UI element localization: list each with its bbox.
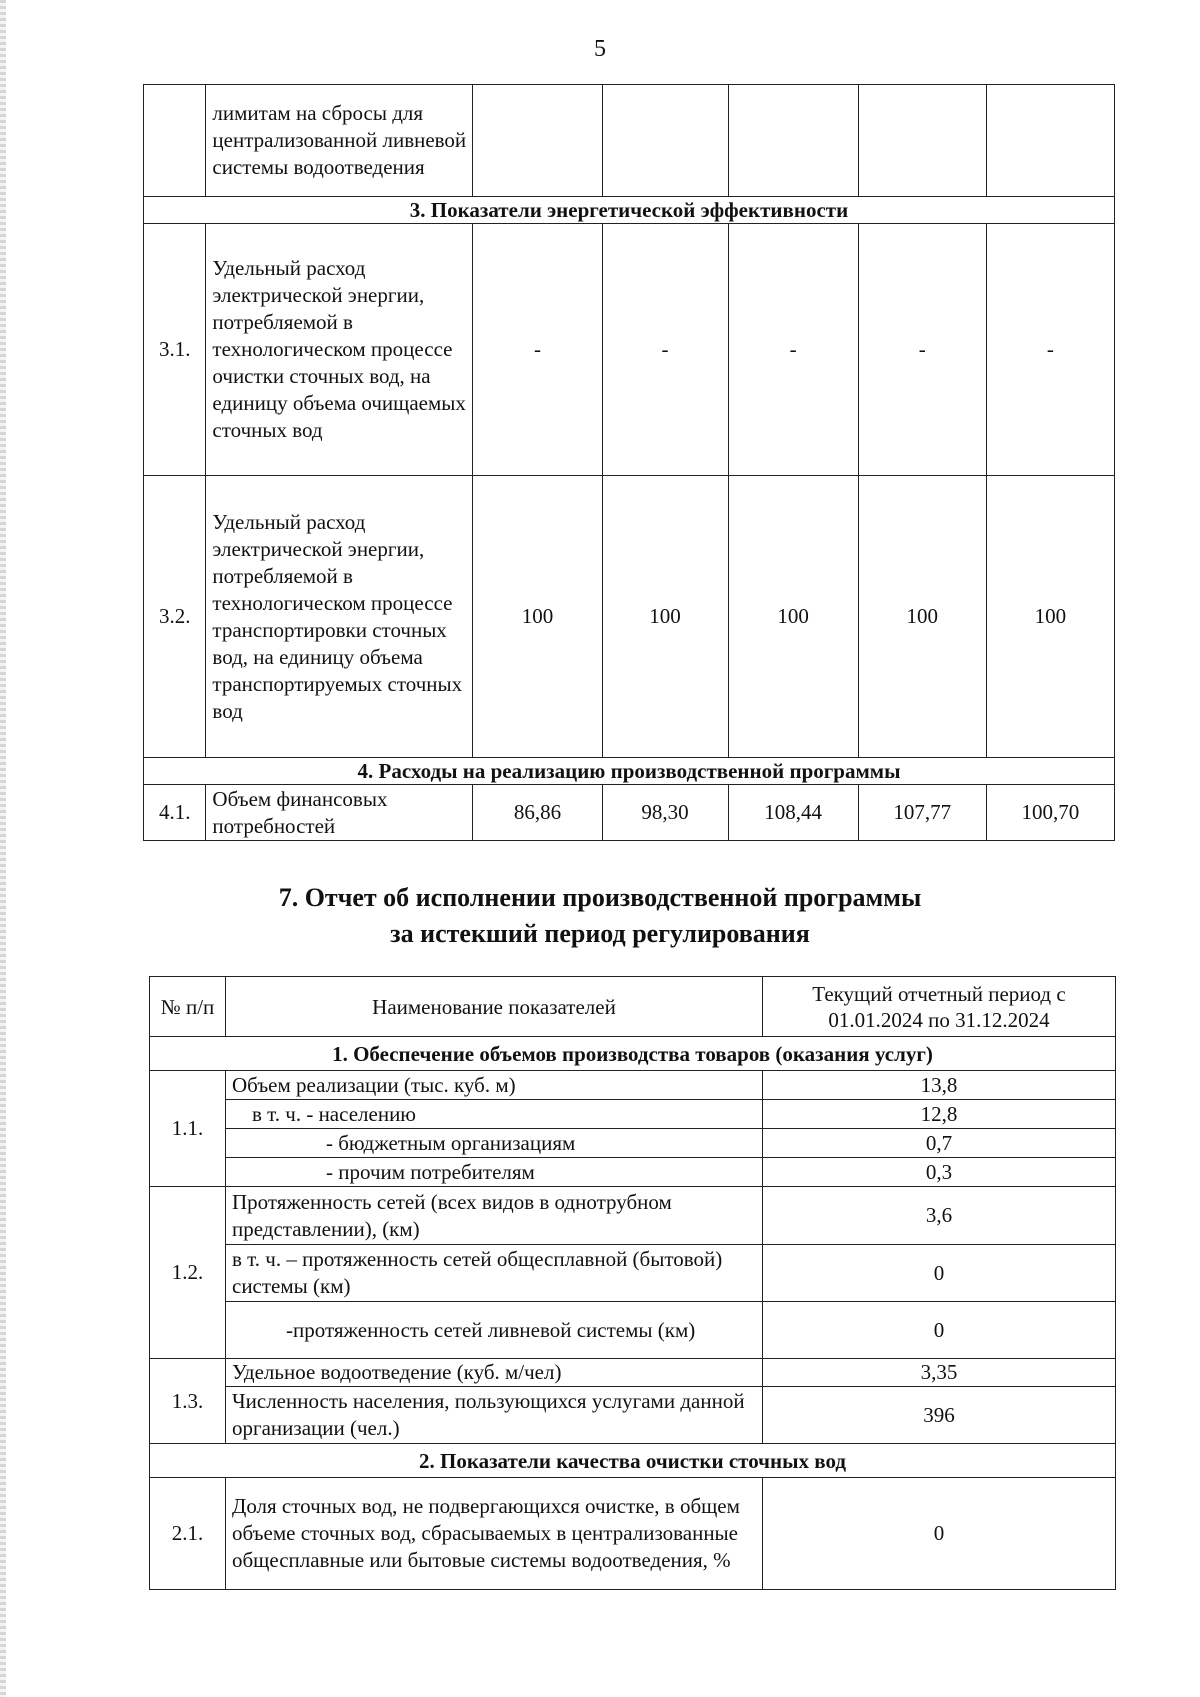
table-row [144,85,1115,197]
row-number-cell: 1.1. [150,1071,226,1187]
header-row [150,977,1116,1037]
value-cell: 12,8 [763,1100,1116,1129]
indicator-name-cell: Доля сточных вод, не подвергающихся очистке, в общем объеме сточных вод, сбрасываемых в централизованные общесплавные или бытовые системы водоотведения, % [226,1478,763,1590]
value-cell: 13,8 [763,1071,1116,1100]
value-cell: 396 [763,1387,1116,1444]
row-number-cell: 2.1. [150,1478,226,1590]
table-row [150,1158,1116,1187]
row-number-cell: 1.3. [150,1359,226,1444]
table-row [150,1387,1116,1444]
indicator-name-cell: в т. ч. – протяженность сетей общесплавной (бытовой) системы (км) [226,1245,763,1302]
value-cell: 0 [763,1478,1116,1590]
indicator-name-cell: лимитам на сбросы для централизованной ливневой системы водоотведения [206,85,473,197]
value-cell: 0,7 [763,1129,1116,1158]
column-header-num: № п/п [150,977,226,1037]
table-row [150,1359,1116,1387]
table-row [150,1478,1116,1590]
row-number-cell: 1.2. [150,1187,226,1359]
report-title [0,880,1200,952]
value-cell [986,85,1114,197]
section-title: 1. Обеспечение объемов производства товаров (оказания услуг) [150,1037,1116,1071]
row-number-cell: 3.1. [144,224,206,476]
value-cell: - [602,224,728,476]
value-cell: - [986,224,1114,476]
indicator-name-cell: в т. ч. - населению [226,1100,763,1129]
section-row [150,1444,1116,1478]
section-row [144,758,1115,785]
table-row [150,1071,1116,1100]
section-title: 3. Показатели энергетической эффективности [144,197,1115,224]
table-row [144,785,1115,841]
value-cell [473,85,602,197]
value-cell: 98,30 [602,785,728,841]
value-cell: 3,35 [763,1359,1116,1387]
column-header-name: Наименование показателей [226,977,763,1037]
value-cell: 100 [602,476,728,758]
indicator-name-cell: - бюджетным организациям [226,1129,763,1158]
value-cell: - [728,224,858,476]
value-cell [858,85,986,197]
indicator-name-cell: Объем реализации (тыс. куб. м) [226,1071,763,1100]
section-title: 4. Расходы на реализацию производственной программы [144,758,1115,785]
row-number-cell: 3.2. [144,476,206,758]
column-header-period: Текущий отчетный период с 01.01.2024 по 31.12.2024 [763,977,1116,1037]
value-cell: 107,77 [858,785,986,841]
indicators-table [143,84,1115,841]
table-row [150,1187,1116,1245]
indicator-name-cell: Удельный расход электрической энергии, потребляемой в технологическом процессе транспортировки сточных вод, на единицу объема транспортируемых сточных вод [206,476,473,758]
section-row [150,1037,1116,1071]
value-cell: 0 [763,1245,1116,1302]
indicator-name-cell: Удельный расход электрической энергии, потребляемой в технологическом процессе очистки сточных вод, на единицу объема очищаемых сточных вод [206,224,473,476]
section-title: 2. Показатели качества очистки сточных вод [150,1444,1116,1478]
value-cell [728,85,858,197]
indicator-name-cell: -протяженность сетей ливневой системы (км) [226,1302,763,1359]
report-title-line1: 7. Отчет об исполнении производственной программы [278,883,922,912]
indicator-name-cell: - прочим потребителям [226,1158,763,1187]
value-cell: 100 [986,476,1114,758]
indicator-name-cell: Объем финансовых потребностей [206,785,473,841]
row-number-cell: 4.1. [144,785,206,841]
value-cell [602,85,728,197]
table-row [144,224,1115,476]
value-cell: 86,86 [473,785,602,841]
value-cell: 100 [858,476,986,758]
table-row [144,476,1115,758]
page-number: 5 [594,36,606,62]
table-row [150,1129,1116,1158]
table-row [150,1302,1116,1359]
indicator-name-cell: Протяженность сетей (всех видов в однотрубном представлении), (км) [226,1187,763,1245]
section-row [144,197,1115,224]
report-table [149,976,1116,1590]
value-cell: 0,3 [763,1158,1116,1187]
row-number-cell [144,85,206,197]
value-cell: - [858,224,986,476]
report-title-line2: за истекший период регулирования [390,919,810,948]
value-cell: - [473,224,602,476]
indicator-name-cell: Численность населения, пользующихся услугами данной организации (чел.) [226,1387,763,1444]
value-cell: 3,6 [763,1187,1116,1245]
value-cell: 100,70 [986,785,1114,841]
value-cell: 108,44 [728,785,858,841]
indicator-name-cell: Удельное водоотведение (куб. м/чел) [226,1359,763,1387]
table-row [150,1100,1116,1129]
value-cell: 100 [473,476,602,758]
table-row [150,1245,1116,1302]
value-cell: 0 [763,1302,1116,1359]
value-cell: 100 [728,476,858,758]
scan-edge [0,0,6,1697]
